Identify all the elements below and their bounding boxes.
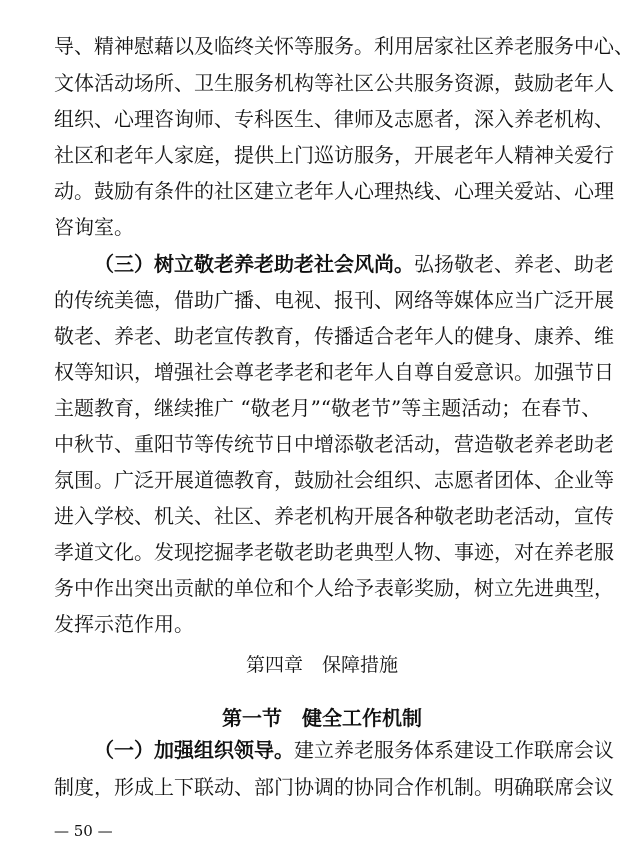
text-line: 务中作出突出贡献的单位和个人给予表彰奖励，树立先进典型， <box>54 576 614 600</box>
text-line <box>54 738 614 762</box>
text-line: 组织、心理咨询师、专科医生、律师及志愿者，深入养老机构、 <box>54 107 614 131</box>
text-line: 制度，形成上下联动、部门协调的协同合作机制。明确联席会议 <box>54 775 614 799</box>
section-title: 第一节 健全工作机制 <box>222 706 422 730</box>
text-line: 咨询室。 <box>54 215 134 239</box>
text-line: 中秋节、重阳节等传统节日中增添敬老活动，营造敬老养老助老 <box>54 432 614 456</box>
text-line: 发挥示范作用。 <box>54 612 194 636</box>
subsection-heading: （三）树立敬老养老助老社会风尚。 <box>94 252 414 276</box>
text-line: 社区和老年人家庭，提供上门巡访服务，开展老年人精神关爱行 <box>54 143 614 167</box>
text-line <box>54 252 614 276</box>
text-line: 孝道文化。发现挖掘孝老敬老助老典型人物、事迹，对在养老服 <box>54 540 614 564</box>
text-run: 弘扬敬老、养老、助老 <box>414 252 614 276</box>
text-line: 动。鼓励有条件的社区建立老年人心理热线、心理关爱站、心理 <box>54 179 614 203</box>
text-line: 进入学校、机关、社区、养老机构开展各种敬老助老活动，宣传 <box>54 504 614 528</box>
text-line: 敬老、养老、助老宣传教育，传播适合老年人的健身、康养、维 <box>54 324 614 348</box>
chapter-title: 第四章 保障措施 <box>245 654 398 676</box>
text-line: 的传统美德，借助广播、电视、报刊、网络等媒体应当广泛开展 <box>54 288 614 312</box>
text-line: 权等知识，增强社会尊老孝老和老年人自尊自爱意识。加强节日 <box>54 360 614 384</box>
page-number: — 50 — <box>54 822 113 840</box>
text-line: 主题教育，继续推广 “敬老月”“敬老节”等主题活动；在春节、 <box>54 396 602 420</box>
text-run: 建立养老服务体系建设工作联席会议 <box>294 738 614 762</box>
text-line: 导、精神慰藉以及临终关怀等服务。利用居家社区养老服务中心、 <box>54 34 634 58</box>
subsection-heading: （一）加强组织领导。 <box>94 738 294 762</box>
text-line: 文体活动场所、卫生服务机构等社区公共服务资源，鼓励老年人 <box>54 71 614 95</box>
text-line: 氛围。广泛开展道德教育，鼓励社会组织、志愿者团体、企业等 <box>54 468 614 492</box>
